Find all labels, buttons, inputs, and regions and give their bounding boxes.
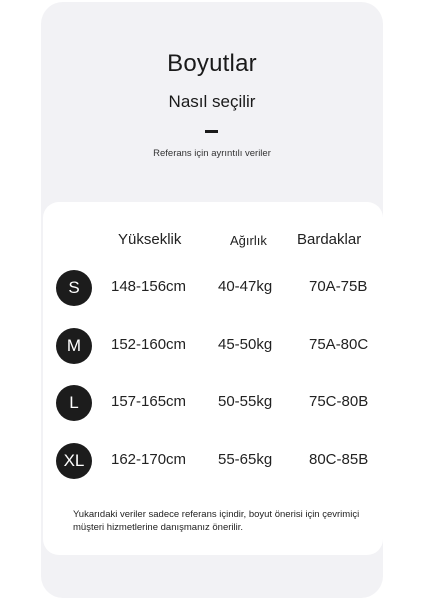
cup-cell: 75A-80C	[309, 336, 369, 353]
page-subtitle: Nasıl seçilir	[168, 92, 256, 111]
size-badge: XL	[56, 443, 92, 479]
size-badge: S	[56, 270, 92, 306]
height-cell: 148-156cm	[111, 278, 187, 295]
weight-cell: 45-50kg	[218, 336, 273, 353]
height-cell: 152-160cm	[111, 336, 187, 353]
column-header-cup: Bardaklar	[297, 231, 362, 248]
column-header-height: Yükseklik	[118, 231, 182, 248]
table-row	[43, 325, 383, 365]
size-badge: L	[56, 385, 92, 421]
table-row	[43, 440, 383, 480]
reference-note: Referans için ayrıntılı veriler	[153, 148, 271, 159]
size-table-card	[43, 202, 383, 555]
table-row	[43, 382, 383, 422]
cup-cell: 70A-75B	[309, 278, 368, 295]
column-header-weight: Ağırlık	[230, 233, 267, 248]
page-title: Boyutlar	[167, 50, 257, 77]
height-cell: 162-170cm	[111, 451, 187, 468]
weight-cell: 55-65kg	[218, 451, 273, 468]
weight-cell: 40-47kg	[218, 278, 273, 295]
height-cell: 157-165cm	[111, 393, 187, 410]
disclaimer-text: Yukarıdaki veriler sadece referans içindir, boyut önerisi için çevrimiçi müşteri hizmetlerine danışmanız önerilir.	[73, 509, 360, 533]
table-row	[43, 267, 383, 307]
divider-dash	[205, 130, 218, 133]
size-guide-panel	[41, 2, 383, 598]
weight-cell: 50-55kg	[218, 393, 273, 410]
size-badge: M	[56, 328, 92, 364]
cup-cell: 80C-85B	[309, 451, 369, 468]
cup-cell: 75C-80B	[309, 393, 369, 410]
